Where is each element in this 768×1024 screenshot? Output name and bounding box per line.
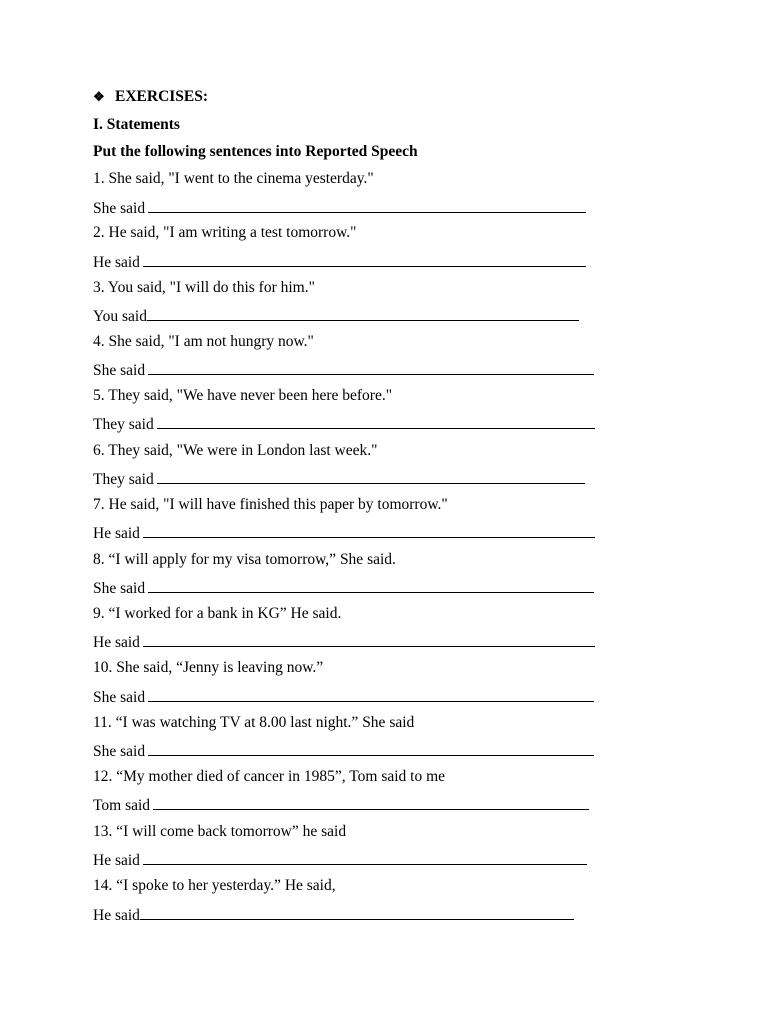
answer-row-2 [93,252,586,272]
answer-row-5 [93,414,595,434]
answer-label-8: She said [93,580,146,597]
exercise-prompt-4: 4. She said, "I am not hungry now." [93,333,314,350]
answer-label-13: He said [93,852,140,869]
answer-blank-9[interactable] [143,632,595,647]
exercise-prompt-9: 9. “I worked for a bank in KG” He said. [93,605,342,622]
exercises-title: EXERCISES: [115,88,209,105]
answer-row-7 [93,523,595,543]
exercise-prompt-5: 5. They said, "We have never been here before." [93,387,393,404]
answer-label-9: He said [93,634,140,651]
diamond-bullet-icon: ❖ [93,89,105,104]
answer-blank-7[interactable] [143,523,595,538]
answer-blank-1[interactable] [148,198,586,213]
answer-row-14 [93,905,574,925]
exercises-heading [93,88,208,106]
answer-row-11 [93,741,594,761]
answer-label-10: She said [93,689,146,706]
answer-blank-5[interactable] [157,414,595,429]
section-title: I. Statements [93,116,180,133]
answer-label-11: She said [93,743,146,760]
answer-blank-3[interactable] [147,306,579,321]
exercise-prompt-6: 6. They said, "We were in London last week." [93,442,378,459]
answer-label-14: He said [93,907,140,924]
answer-blank-6[interactable] [157,469,585,484]
exercise-prompt-8: 8. “I will apply for my visa tomorrow,” She said. [93,551,396,568]
answer-row-8 [93,578,594,598]
exercise-prompt-3: 3. You said, "I will do this for him." [93,279,315,296]
answer-row-12 [93,795,589,815]
answer-row-3 [93,306,579,326]
answer-blank-8[interactable] [148,578,594,593]
answer-blank-13[interactable] [143,850,587,865]
answer-row-10 [93,687,594,707]
answer-blank-11[interactable] [148,741,594,756]
answer-row-13 [93,850,587,870]
exercise-prompt-14: 14. “I spoke to her yesterday.” He said, [93,877,336,894]
answer-row-6 [93,469,585,489]
answer-label-2: He said [93,254,140,271]
exercise-prompt-10: 10. She said, “Jenny is leaving now.” [93,659,324,676]
exercise-prompt-12: 12. “My mother died of cancer in 1985”, Tom said to me [93,768,446,785]
answer-row-1 [93,198,586,218]
answer-blank-10[interactable] [148,687,594,702]
answer-label-1: She said [93,200,146,217]
answer-row-4 [93,360,594,380]
answer-label-4: She said [93,362,146,379]
exercise-prompt-11: 11. “I was watching TV at 8.00 last night.” She said [93,714,415,731]
answer-label-3: You said [93,308,147,325]
answer-blank-14[interactable] [140,905,574,920]
answer-blank-4[interactable] [148,360,594,375]
exercise-prompt-2: 2. He said, "I am writing a test tomorrow." [93,224,357,241]
answer-blank-2[interactable] [143,252,586,267]
answer-label-12: Tom said [93,797,151,814]
exercise-prompt-13: 13. “I will come back tomorrow” he said [93,823,347,840]
exercise-prompt-1: 1. She said, "I went to the cinema yesterday." [93,170,374,187]
answer-label-5: They said [93,416,154,433]
answer-label-7: He said [93,525,140,542]
instruction-text: Put the following sentences into Reported Speech [93,143,418,160]
answer-blank-12[interactable] [153,795,589,810]
answer-label-6: They said [93,471,154,488]
exercise-prompt-7: 7. He said, "I will have finished this paper by tomorrow." [93,496,448,513]
answer-row-9 [93,632,595,652]
